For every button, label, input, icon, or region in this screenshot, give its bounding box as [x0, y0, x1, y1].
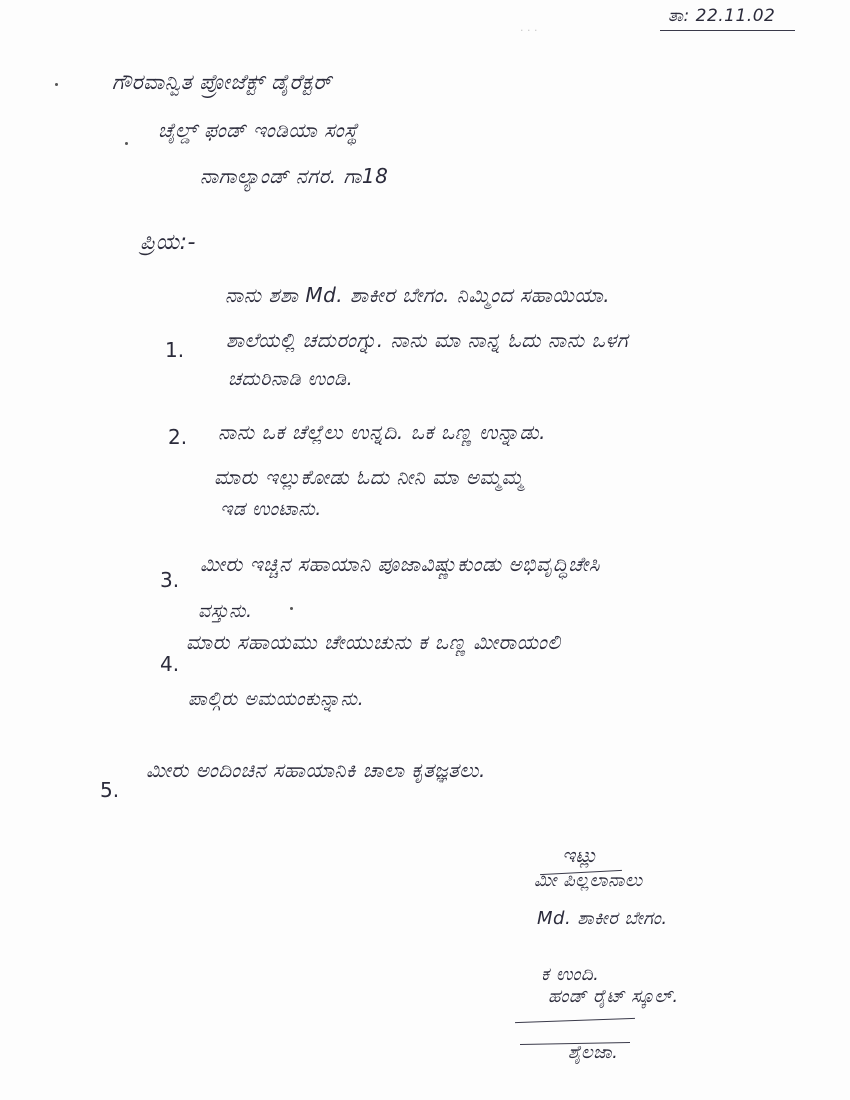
closing-line: ಕ ಉಂದಿ.: [541, 964, 600, 985]
margin-dot: [125, 142, 128, 145]
date-underline: [660, 30, 795, 31]
margin-dot: [55, 83, 58, 86]
list-item-line: ಮೀರು ಅಂದಿಂಚಿನ ಸಹಾಯಾನಿಕಿ ಚಾಲಾ ಕೃತಜ್ಞತಲು.: [146, 758, 486, 782]
list-item-line: ಶಾಲೆಯಲ್ಲಿ ಚದುರಂಗ್ನು. ನಾನು ಮಾ ನಾನ್ನ ಓದು ನಾನು ಒಳಗ: [226, 328, 629, 352]
margin-dot: [290, 607, 293, 610]
list-item-number: 3.: [160, 568, 180, 592]
address-line-2: ಚೈಲ್ಡ್ ಫಂಡ್ ಇಂಡಿಯಾ ಸಂಸ್ಥೆ: [158, 118, 359, 142]
list-item-line: ನಾನು ಒಕ ಚೆಲ್ಲೆಲು ಉನ್ನದಿ. ಒಕ ಒಣ್ಣ ಉನ್ನಾಡು.: [218, 420, 547, 444]
list-item-line: ಇಡ ಉಂಟಾನು.: [220, 498, 322, 520]
address-line-1: ಗೌರವಾನ್ವಿತ ಪ್ರೋಜೆಕ್ಟ್ ಡೈರೆಕ್ಟರ್: [112, 70, 332, 94]
closing-line: ಹಂಡ್ ರೈಟ್ ಸ್ಕೂಲ್.: [548, 986, 679, 1007]
list-item-line: ಚದುರಿನಾಡಿ ಉಂಡಿ.: [228, 368, 354, 390]
signature-underline: [515, 1018, 635, 1023]
closing-word: ಇಟ್ಲು: [562, 843, 598, 867]
list-item-line: ಮೀರು ಇಚ್ಚಿನ ಸಹಾಯಾನಿ ಪೂಜಾವಿಷ್ಣುಕುಂಡು ಅಭಿವೃದ್ಧಿಚೇಸಿ: [200, 552, 600, 576]
letter-date: ತಾ: 22.11.02: [668, 6, 776, 26]
list-item-line: ಪಾಲ್ಗಿರು ಅಮಯಂಕುನ್ನಾನು.: [188, 688, 365, 710]
closing-line: ಶೈಲಜಾ.: [568, 1042, 619, 1063]
intro-line: ನಾನು ಶಶಾ Md. ಶಾಕೀರ ಬೇಗಂ. ನಿಮ್ಮಿಂದ ಸಹಾಯಿಯಾ.: [225, 283, 611, 307]
list-item-number: 2.: [168, 425, 188, 449]
list-item-line: ವಸ್ತುನು.: [198, 600, 253, 622]
list-item-line: ಮಾರು ಸಹಾಯಮು ಚೇಯುಚುನು ಕ ಒಣ್ಣ ಮೀರಾಯಂಲಿ: [186, 630, 561, 654]
address-line-3: ನಾಗಾಲ್ಯಾಂಡ್ ನಗರ. ಗಾ18: [200, 164, 389, 188]
scan-artifact: · · ·: [520, 24, 538, 37]
salutation: ಪ್ರಿಯ:-: [140, 230, 196, 255]
closing-line: Md. ಶಾಕೀರ ಬೇಗಂ.: [537, 908, 668, 929]
list-item-line: ಮಾರು ಇಲ್ಲುಕೋಡು ಓದು ನೀನಿ ಮಾ ಅಮ್ಮಮ್ಮ: [214, 465, 524, 489]
list-item-number: 4.: [160, 652, 180, 676]
closing-line: ಮೀ ಪಿಲ್ಲಲಾನಾಲು: [534, 870, 643, 891]
list-item-number: 1.: [165, 338, 185, 362]
list-item-number: 5.: [100, 778, 120, 802]
